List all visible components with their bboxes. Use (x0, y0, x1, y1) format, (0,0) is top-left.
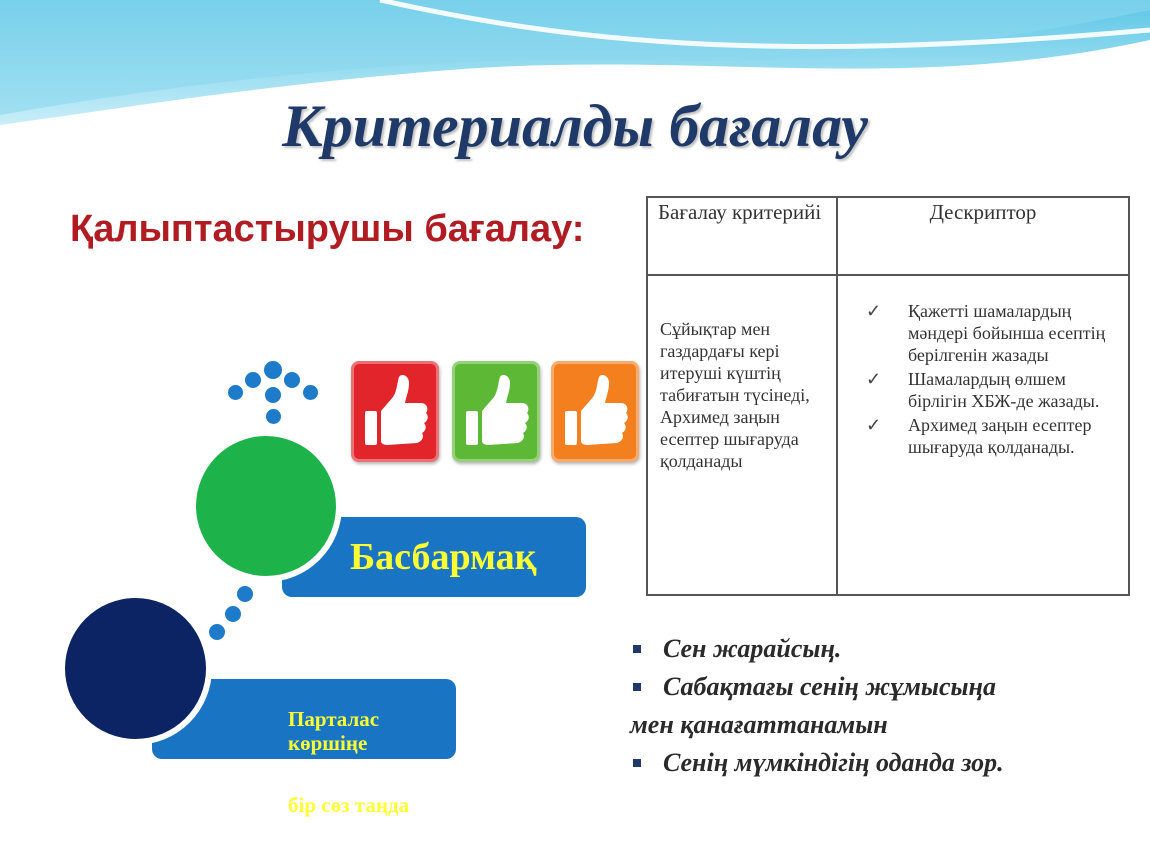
descriptor-item: ✓ Архимед заңын есептер шығаруда қолданады. (866, 415, 1092, 457)
decor-dot (264, 361, 282, 379)
thumb-up-green-icon (452, 361, 540, 462)
feedback-item: Сабақтағы сенің жұмысыңа (630, 668, 1130, 706)
green-circle (196, 436, 336, 576)
descriptor-item: ✓ Шамалардың өлшем бірлігін ХБЖ-де жазады. (866, 369, 1100, 411)
feedback-item: Сен жарайсың. (630, 630, 1130, 668)
descriptor-cell (837, 275, 1129, 595)
square-bullet-icon (633, 645, 641, 653)
decor-dot (225, 606, 241, 622)
decor-dot (284, 372, 300, 388)
square-bullet-icon (633, 759, 641, 767)
decor-dot (237, 586, 253, 602)
decor-dot (245, 372, 261, 388)
thumb-activity-banner: Басбармақ (282, 517, 586, 597)
decor-dot (228, 385, 243, 400)
decor-dot (209, 624, 225, 640)
header-descriptor: Дескриптор (837, 197, 1129, 275)
check-icon: ✓ (866, 301, 882, 321)
rubric-table (646, 196, 1130, 596)
rubric-body-row (647, 275, 1129, 595)
criterion-cell: Сұйықтар мен газдардағы кері итеруші күштің табиғатын түсінеді, Архимед заңын есептер шығаруда қолданады (647, 275, 837, 595)
thumb-up-orange-icon (551, 361, 639, 462)
check-icon: ✓ (866, 369, 882, 389)
descriptor-item: ✓ Қажетті шамалардың мәндері бойынша есептің берілгенін жазады (866, 301, 1106, 365)
feedback-item: Сенің мүмкіндігің оданда зор. (630, 744, 1130, 782)
neighbor-activity-banner: Парталас көршіңе бір сөз таңда (152, 679, 456, 759)
feedback-item-continued: мен қанағаттанамын (630, 710, 888, 739)
page-title: Критериалды бағалау (282, 93, 868, 159)
subtitle: Қалыптастырушы бағалау: (70, 208, 585, 250)
header-criterion: Бағалау критерийі (647, 197, 837, 275)
navy-circle (65, 598, 206, 739)
feedback-list (630, 630, 1130, 782)
rubric-header-row (647, 197, 1129, 275)
thumb-up-red-icon (351, 361, 439, 462)
square-bullet-icon (633, 683, 641, 691)
check-icon: ✓ (866, 415, 882, 435)
decor-dot (266, 409, 281, 424)
decor-dot (303, 385, 318, 400)
descriptor-list (866, 300, 1118, 458)
decor-dot (265, 387, 281, 403)
